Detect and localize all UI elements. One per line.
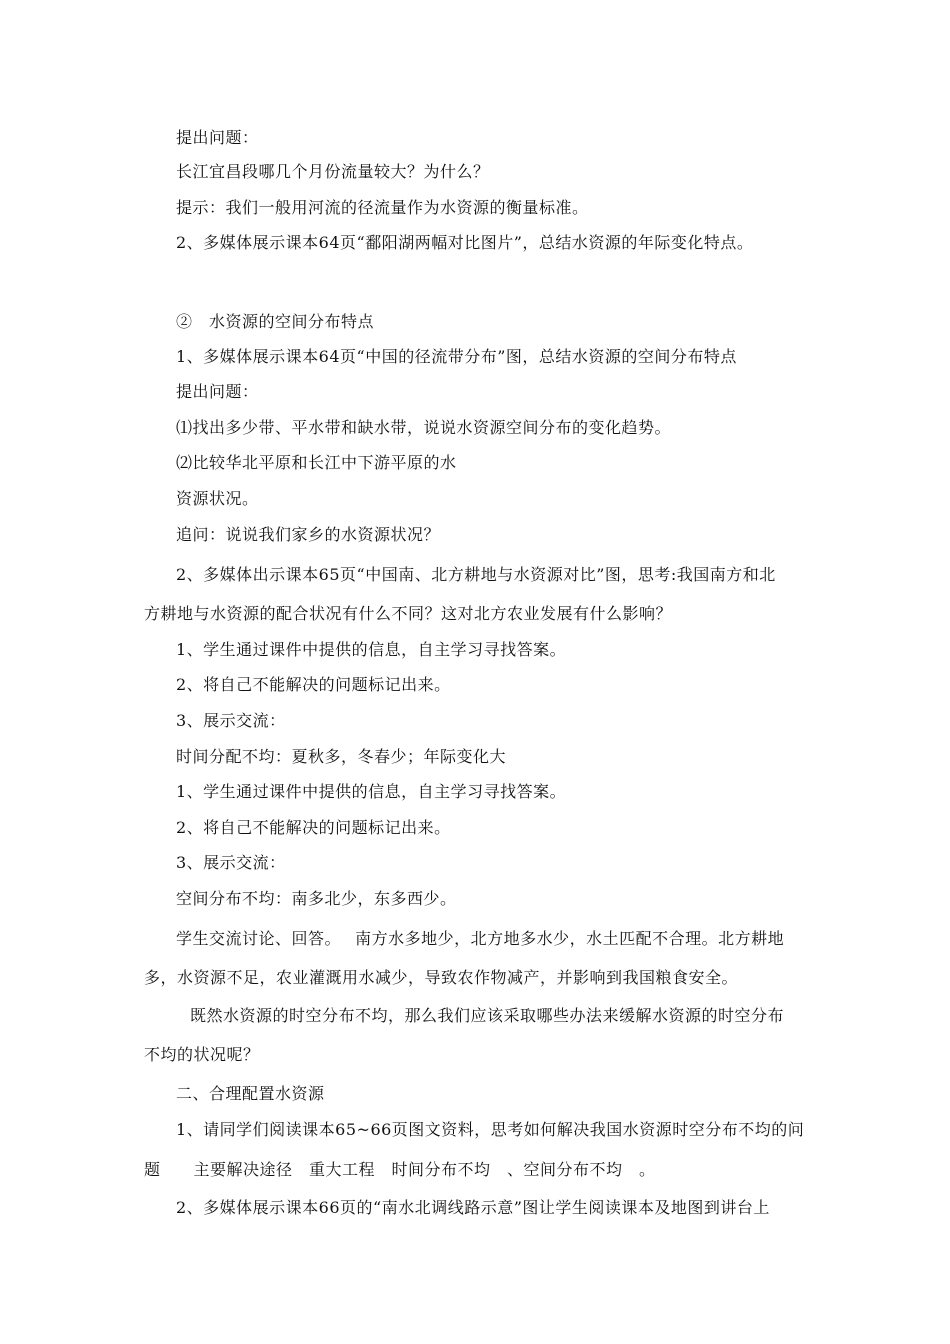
paragraph-line: 既然水资源的时空分布不均，那么我们应该采取哪些办法来缓解水资源的时空分布: [190, 1006, 785, 1025]
paragraph-line: 长江宜昌段哪几个月份流量较大？为什么？: [176, 162, 490, 181]
paragraph-line: 时间分配不均：夏秋多，冬春少；年际变化大: [176, 747, 507, 766]
paragraph-line: 1、学生通过课件中提供的信息，自主学习寻找答案。: [176, 640, 567, 659]
paragraph-line: 2、多媒体展示课本66页的“南水北调线路示意”图让学生阅读课本及地图到讲台上: [176, 1198, 770, 1217]
paragraph-line: 追问：说说我们家乡的水资源状况？: [176, 525, 441, 544]
paragraph-line: 1、多媒体展示课本64页“中国的径流带分布”图，总结水资源的空间分布特点: [176, 347, 737, 366]
paragraph-line: 题 主要解决途径 重大工程 时间分布不均 、空间分布不均 。: [144, 1160, 656, 1179]
paragraph-line: 2、将自己不能解决的问题标记出来。: [176, 818, 451, 837]
paragraph-line: 提示：我们一般用河流的径流量作为水资源的衡量标准。: [176, 198, 589, 217]
paragraph-line: 多，水资源不足，农业灌溉用水减少，导致农作物减产，并影响到我国粮食安全。: [144, 968, 739, 987]
paragraph-line: 资源状况。: [176, 489, 259, 508]
paragraph-line: ⑴找出多少带、平水带和缺水带，说说水资源空间分布的变化趋势。: [176, 418, 672, 437]
paragraph-line: 不均的状况呢？: [144, 1045, 260, 1064]
paragraph-line: 2、多媒体展示课本64页“鄱阳湖两幅对比图片”，总结水资源的年际变化特点。: [176, 233, 754, 252]
section-heading: ② 水资源的空间分布特点: [176, 312, 375, 331]
paragraph-line: ⑵比较华北平原和长江中下游平原的水: [176, 453, 457, 472]
paragraph-line: 3、展示交流：: [176, 853, 286, 872]
paragraph-line: 3、展示交流：: [176, 711, 286, 730]
paragraph-line: 学生交流讨论、回答。 南方水多地少，北方地多水少，水土匹配不合理。北方耕地: [176, 929, 785, 948]
section-heading: 二、合理配置水资源: [176, 1084, 325, 1103]
paragraph-line: 提出问题：: [176, 382, 259, 401]
paragraph-line: 空间分布不均：南多北少，东多西少。: [176, 889, 457, 908]
paragraph-line: 1、学生通过课件中提供的信息，自主学习寻找答案。: [176, 782, 567, 801]
paragraph-line: 提出问题：: [176, 128, 259, 147]
paragraph-line: 2、将自己不能解决的问题标记出来。: [176, 675, 451, 694]
paragraph-line: 1、请同学们阅读课本65~66页图文资料，思考如何解决我国水资源时空分布不均的问: [176, 1120, 805, 1139]
paragraph-line: 2、多媒体出示课本65页“中国南、北方耕地与水资源对比”图，思考:我国南方和北: [176, 565, 776, 584]
paragraph-line: 方耕地与水资源的配合状况有什么不同？这对北方农业发展有什么影响？: [144, 604, 673, 623]
